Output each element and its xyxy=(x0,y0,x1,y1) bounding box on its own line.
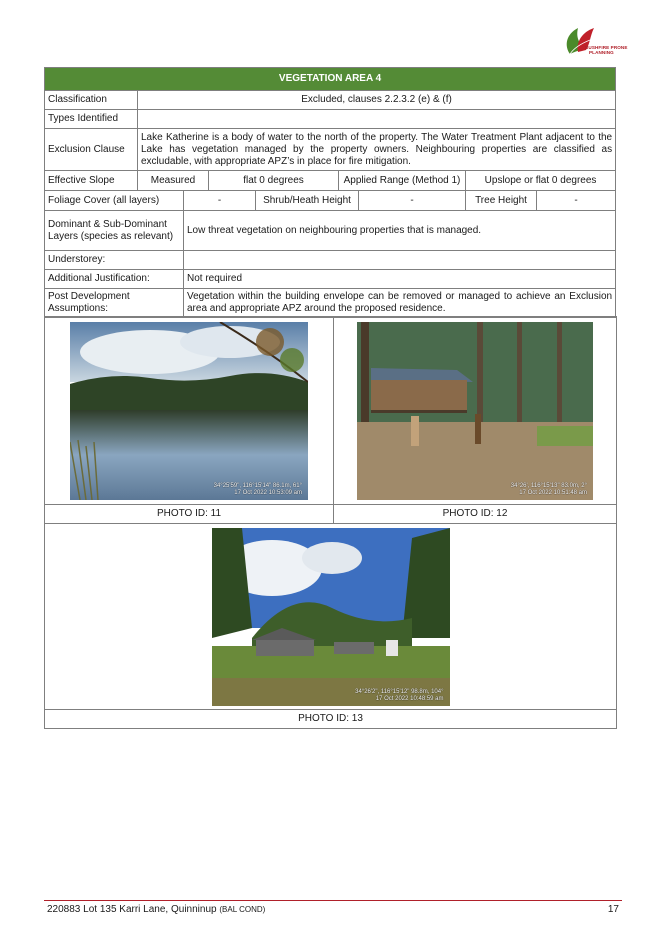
classification-value: Excluded, clauses 2.2.3.2 (e) & (f) xyxy=(138,91,616,110)
photo-id-12: PHOTO ID: 12 xyxy=(334,505,617,524)
footer-reference: 220883 Lot 135 Karri Lane, Quinninup (BAL COND) xyxy=(47,904,266,915)
shrub-height-label: Shrub/Heath Height xyxy=(256,191,359,211)
types-identified-label: Types Identified xyxy=(45,110,138,129)
measured-value: flat 0 degrees xyxy=(209,171,339,191)
post-development-value: Vegetation within the building envelope can be removed or managed to achieve an Exclusion area and appropriate APZ around the proposed residence. xyxy=(184,289,616,318)
table-title: VEGETATION AREA 4 xyxy=(45,68,616,91)
classification-label: Classification xyxy=(45,91,138,110)
photo-12-stamp: 34°26', 116°15'13" 83.0m, 2° 17 Oct 2022 10:51:48 am xyxy=(510,482,587,496)
footer-divider xyxy=(44,900,622,901)
dominant-layers-value: Low threat vegetation on neighbouring properties that is managed. xyxy=(184,211,616,251)
photo-11-lake-image xyxy=(70,322,308,500)
tree-height-value: - xyxy=(537,191,616,211)
understorey-value xyxy=(184,251,616,270)
brand-name: BUSHFIRE PRONE PLANNING xyxy=(585,45,628,55)
foliage-cover-label: Foliage Cover (all layers) xyxy=(45,191,184,211)
page-number: 17 xyxy=(607,904,619,915)
photo-cell-12 xyxy=(334,317,617,505)
dominant-layers-label: Dominant & Sub-Dominant Layers (species as relevant) xyxy=(45,211,184,251)
applied-range-label: Applied Range (Method 1) xyxy=(339,171,466,191)
photo-id-13: PHOTO ID: 13 xyxy=(45,710,617,729)
types-identified-value xyxy=(138,110,616,129)
applied-range-value: Upslope or flat 0 degrees xyxy=(466,171,616,191)
photo-13-stamp: 34°26'2", 116°15'12" 98.8m, 104° 17 Oct 2022 10:48:59 am xyxy=(355,688,444,702)
photo-table xyxy=(44,316,617,729)
foliage-cover-value: - xyxy=(184,191,256,211)
effective-slope-label: Effective Slope xyxy=(45,171,138,191)
additional-justification-value: Not required xyxy=(184,270,616,289)
vegetation-table xyxy=(44,67,616,318)
photo-cell-11 xyxy=(45,317,334,505)
shrub-height-value: - xyxy=(359,191,466,211)
understorey-label: Understorey: xyxy=(45,251,184,270)
photo-13-sheds-image xyxy=(212,528,450,706)
additional-justification-label: Additional Justification: xyxy=(45,270,184,289)
measured-label: Measured xyxy=(138,171,209,191)
photo-id-11: PHOTO ID: 11 xyxy=(45,505,334,524)
photo-11-stamp: 34°25'59", 116°15'14" 86.1m, 61° 17 Oct 2022 10:53:09 am xyxy=(213,482,302,496)
photo-cell-13 xyxy=(45,524,617,710)
photo-12-building-image xyxy=(357,322,593,500)
tree-height-label: Tree Height xyxy=(466,191,537,211)
exclusion-clause-value: Lake Katherine is a body of water to the north of the property. The Water Treatment Plant adjacent to the Lake has vegetation managed by the property owners. Neighbouring properties are classified as excludable, with appropriate APZ’s in place for fire mitigation. xyxy=(138,129,616,171)
exclusion-clause-label: Exclusion Clause xyxy=(45,129,138,171)
post-development-label: Post Development Assumptions: xyxy=(45,289,184,318)
